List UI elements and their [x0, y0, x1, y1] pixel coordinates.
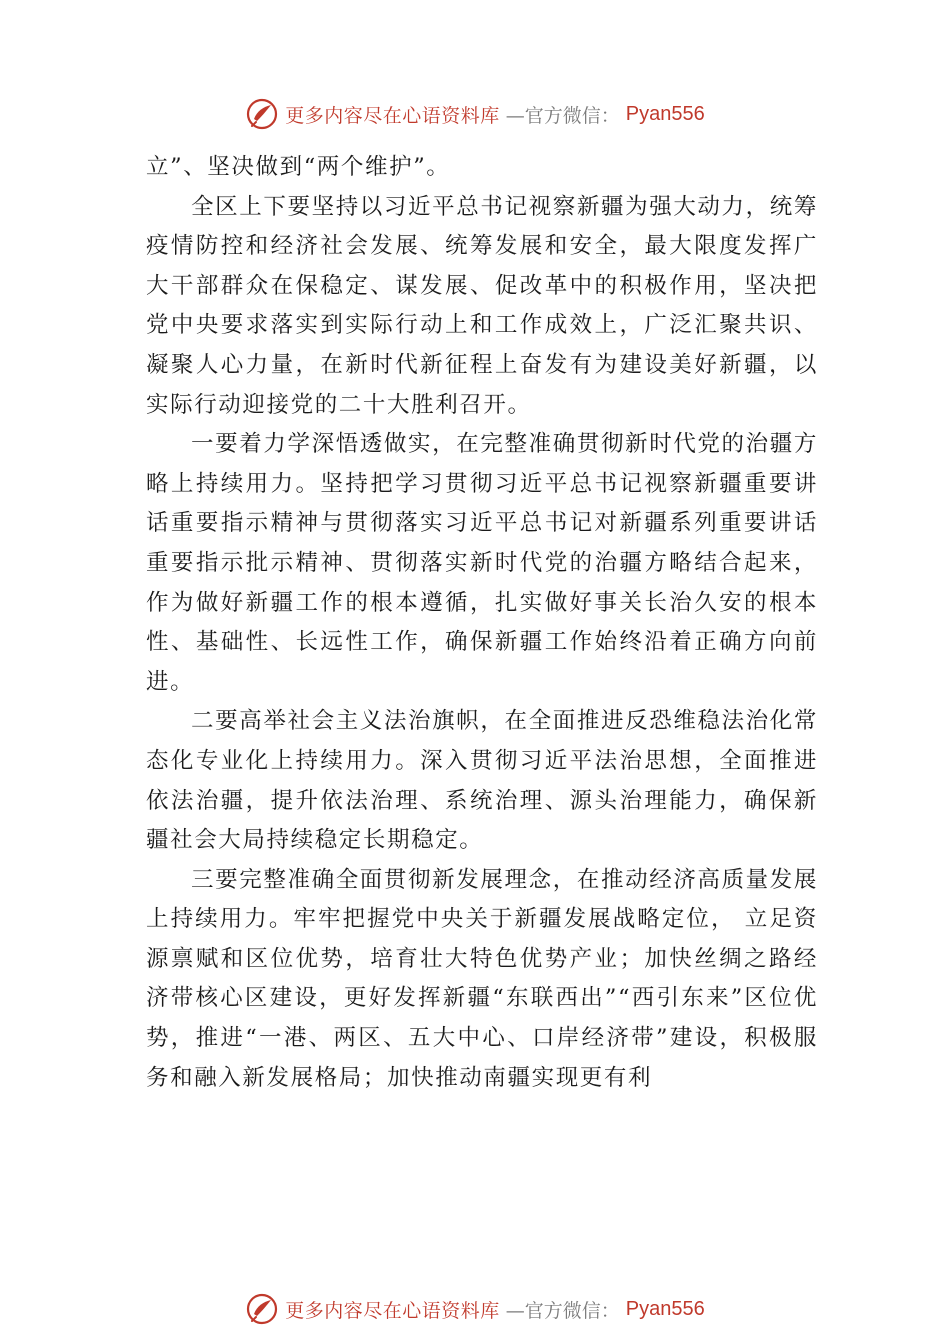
- watermark-separator: —官方微信：: [505, 104, 620, 127]
- brand-logo-icon: [245, 97, 279, 131]
- paragraph: 全区上下要坚持以习近平总书记视察新疆为强大动力，统筹疫情防控和经济社会发展、统筹发展和安全，最大限度发挥广大干部群众在保稳定、谋发展、促改革中的积极作用，坚决把党中央要求落实到实际行动上和工作成效上，广泛汇聚共识、凝聚人心力量，在新时代新征程上奋发有为建设美好新疆，以实际行动迎接党的二十大胜利召开。: [146, 193, 818, 418]
- watermark-wechat-id: Pyan556: [625, 102, 705, 125]
- paragraph: 一要着力学深悟透做实，在完整准确贯彻新时代党的治疆方略上持续用力。坚持把学习贯彻习近平总书记视察新疆重要讲话重要指示精神与贯彻落实习近平总书记对新疆系列重要讲话重要指示批示精神、贯彻落实新时代党的治疆方略结合起来，作为做好新疆工作的根本遵循，扎实做好事关长治久安的根本性、基础性、长远性工作，确保新疆工作始终沿着正确方向前进。: [146, 431, 818, 695]
- watermark-text: 更多内容尽在心语资料库: [285, 1299, 500, 1322]
- footer-watermark: [0, 1287, 950, 1331]
- header-watermark: [0, 92, 950, 136]
- brand-logo-icon: [245, 1292, 279, 1326]
- paragraph: 二要高举社会主义法治旗帜，在全面推进反恐维稳法治化常态化专业化上持续用力。深入贯彻习近平法治思想，全面推进依法治疆，提升依法治理、系统治理、源头治理能力，确保新疆社会大局持续稳定长期稳定。: [146, 708, 818, 854]
- watermark-wechat-id: Pyan556: [625, 1297, 705, 1320]
- watermark-text: 更多内容尽在心语资料库: [285, 104, 500, 127]
- paragraph-continuation: 立”、坚决做到“两个维护”。: [146, 154, 451, 180]
- watermark-separator: —官方微信：: [505, 1299, 620, 1322]
- paragraph: 三要完整准确全面贯彻新发展理念，在推动经济高质量发展上持续用力。牢牢把握党中央关于新疆发展战略定位， 立足资源禀赋和区位优势，培育壮大特色优势产业；加快丝绸之路经济带核心区建设，更好发挥新疆“东联西出”“西引东来”区位优势，推进“一港、两区、五大中心、口岸经济带”建设，积极服务和融入新发展格局；加快推动南疆实现更有利: [146, 866, 818, 1091]
- document-body: [146, 148, 818, 1098]
